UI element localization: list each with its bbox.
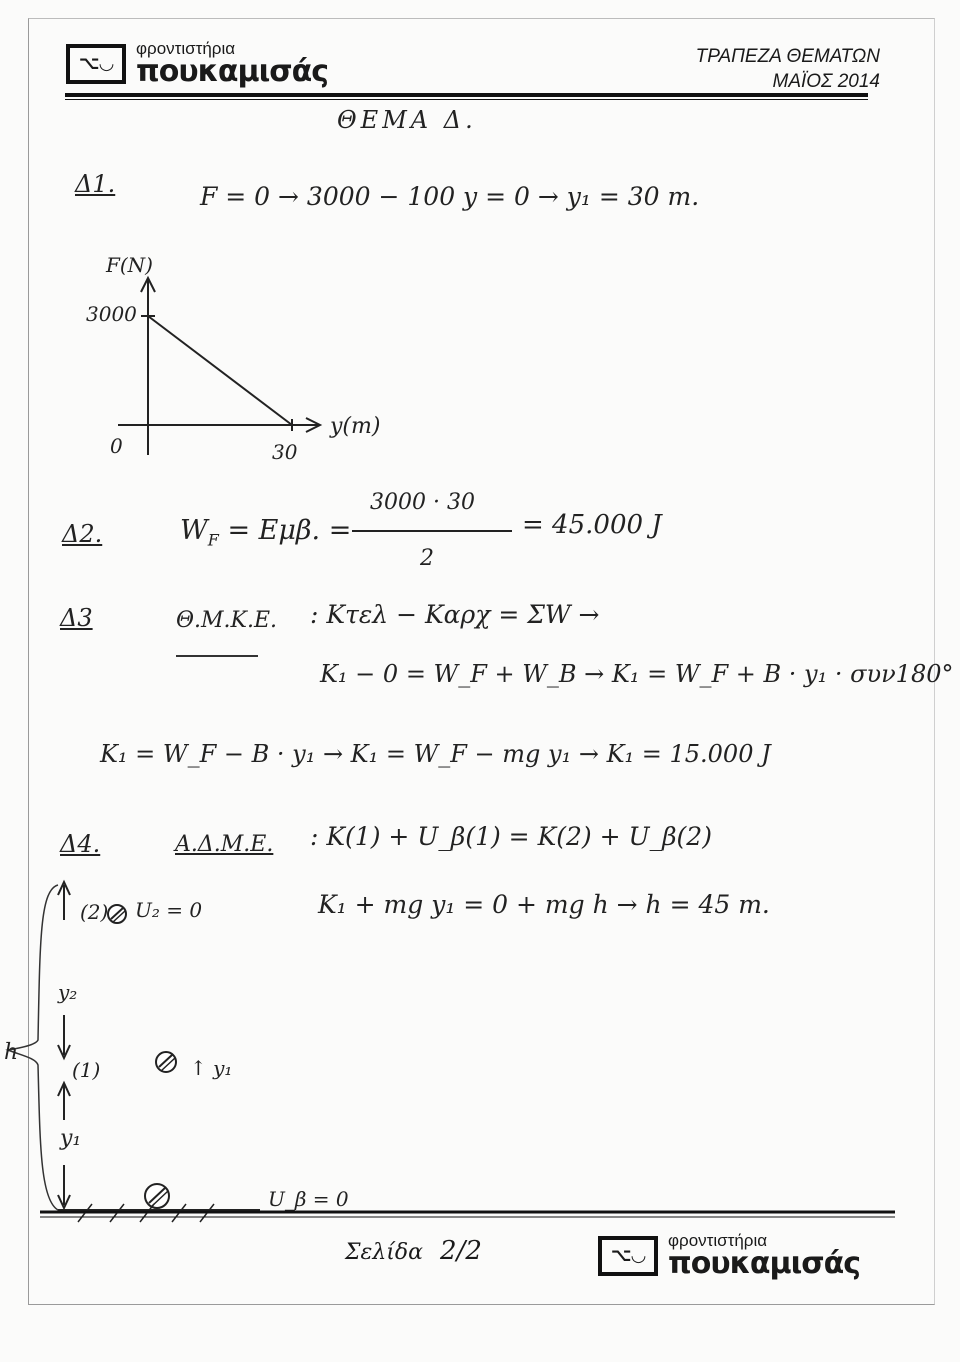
sketch-pos2: (2)	[80, 900, 109, 924]
footer-logo-subtitle: φροντιστήρια	[668, 1231, 768, 1250]
force-graph-x-tick-label: 30	[272, 440, 298, 464]
d4-line1: : K(1) + U_β(1) = K(2) + U_β(2)	[310, 822, 712, 851]
logo-title: πουκαμισάς	[136, 54, 329, 89]
force-graph-y-tick-label: 3000	[86, 302, 137, 326]
logo-subtitle: φροντιστήρια	[136, 39, 236, 58]
ball-position-1	[156, 1052, 176, 1072]
d2-numerator: 3000 · 30	[370, 490, 475, 515]
topic-heading: ΘΕΜΑ Δ.	[337, 106, 477, 134]
d1-equation: F = 0 → 3000 − 100 y = 0 → y₁ = 30 m.	[200, 182, 700, 211]
force-graph-origin: 0	[110, 434, 123, 458]
d3-line1: : Κτελ − Καρχ = ΣW →	[310, 600, 600, 629]
sketch-u2: U₂ = 0	[135, 898, 203, 922]
logo-glyph: ⌥◡	[78, 53, 114, 74]
sketch-y-up: ↑ y₁	[190, 1056, 233, 1080]
page-label: Σελίδα	[345, 1240, 424, 1265]
d3-label: Δ3	[60, 604, 93, 632]
footer-logo-glyph: ⌥◡	[610, 1245, 646, 1266]
footer-logo	[598, 1232, 860, 1279]
force-graph-y-label: F(N)	[106, 253, 153, 277]
header-date: ΜΑΪΟΣ 2014	[772, 71, 880, 92]
footer-logo-icon	[598, 1236, 658, 1276]
force-graph-x-label: y(m)	[330, 414, 381, 439]
d4-theorem: Α.Δ.Μ.Ε.	[175, 832, 274, 857]
sketch-ground-label: U_β = 0	[268, 1187, 349, 1211]
sketch-pos1: (1)	[72, 1058, 101, 1082]
page-indicator	[345, 1236, 482, 1266]
d2-area-text: = Εμβ. =	[227, 515, 352, 546]
d1-label: Δ1.	[75, 170, 116, 198]
bank-title: ΤΡΑΠΕΖΑ ΘΕΜΑΤΩΝ	[695, 46, 880, 67]
d3-line3: K₁ = W_F − B · y₁ → K₁ = W_F − mg y₁ → K₁ = 15.000 J	[100, 740, 771, 768]
d2-result: = 45.000 J	[522, 510, 662, 540]
d3-theorem: Θ.Μ.Κ.Ε.	[176, 608, 278, 633]
d2-denominator: 2	[420, 546, 434, 571]
footer-logo-title: πουκαμισάς	[668, 1246, 861, 1281]
d2-label: Δ2.	[62, 520, 103, 548]
d3-line2: K₁ − 0 = W_F + W_B → K₁ = W_F + B · y₁ · συν180°	[320, 660, 954, 688]
page-number: 2/2	[440, 1236, 482, 1266]
sketch-h: h	[4, 1040, 19, 1065]
d2-work-symbol: W	[180, 515, 208, 546]
d2-work-subscript: F	[207, 530, 219, 550]
sketch-y1: y₁	[60, 1126, 82, 1151]
d4-line2: K₁ + mg y₁ = 0 + mg h → h = 45 m.	[318, 890, 770, 919]
sketch-y2: y₂	[58, 980, 78, 1004]
d4-label: Δ4.	[60, 830, 101, 858]
